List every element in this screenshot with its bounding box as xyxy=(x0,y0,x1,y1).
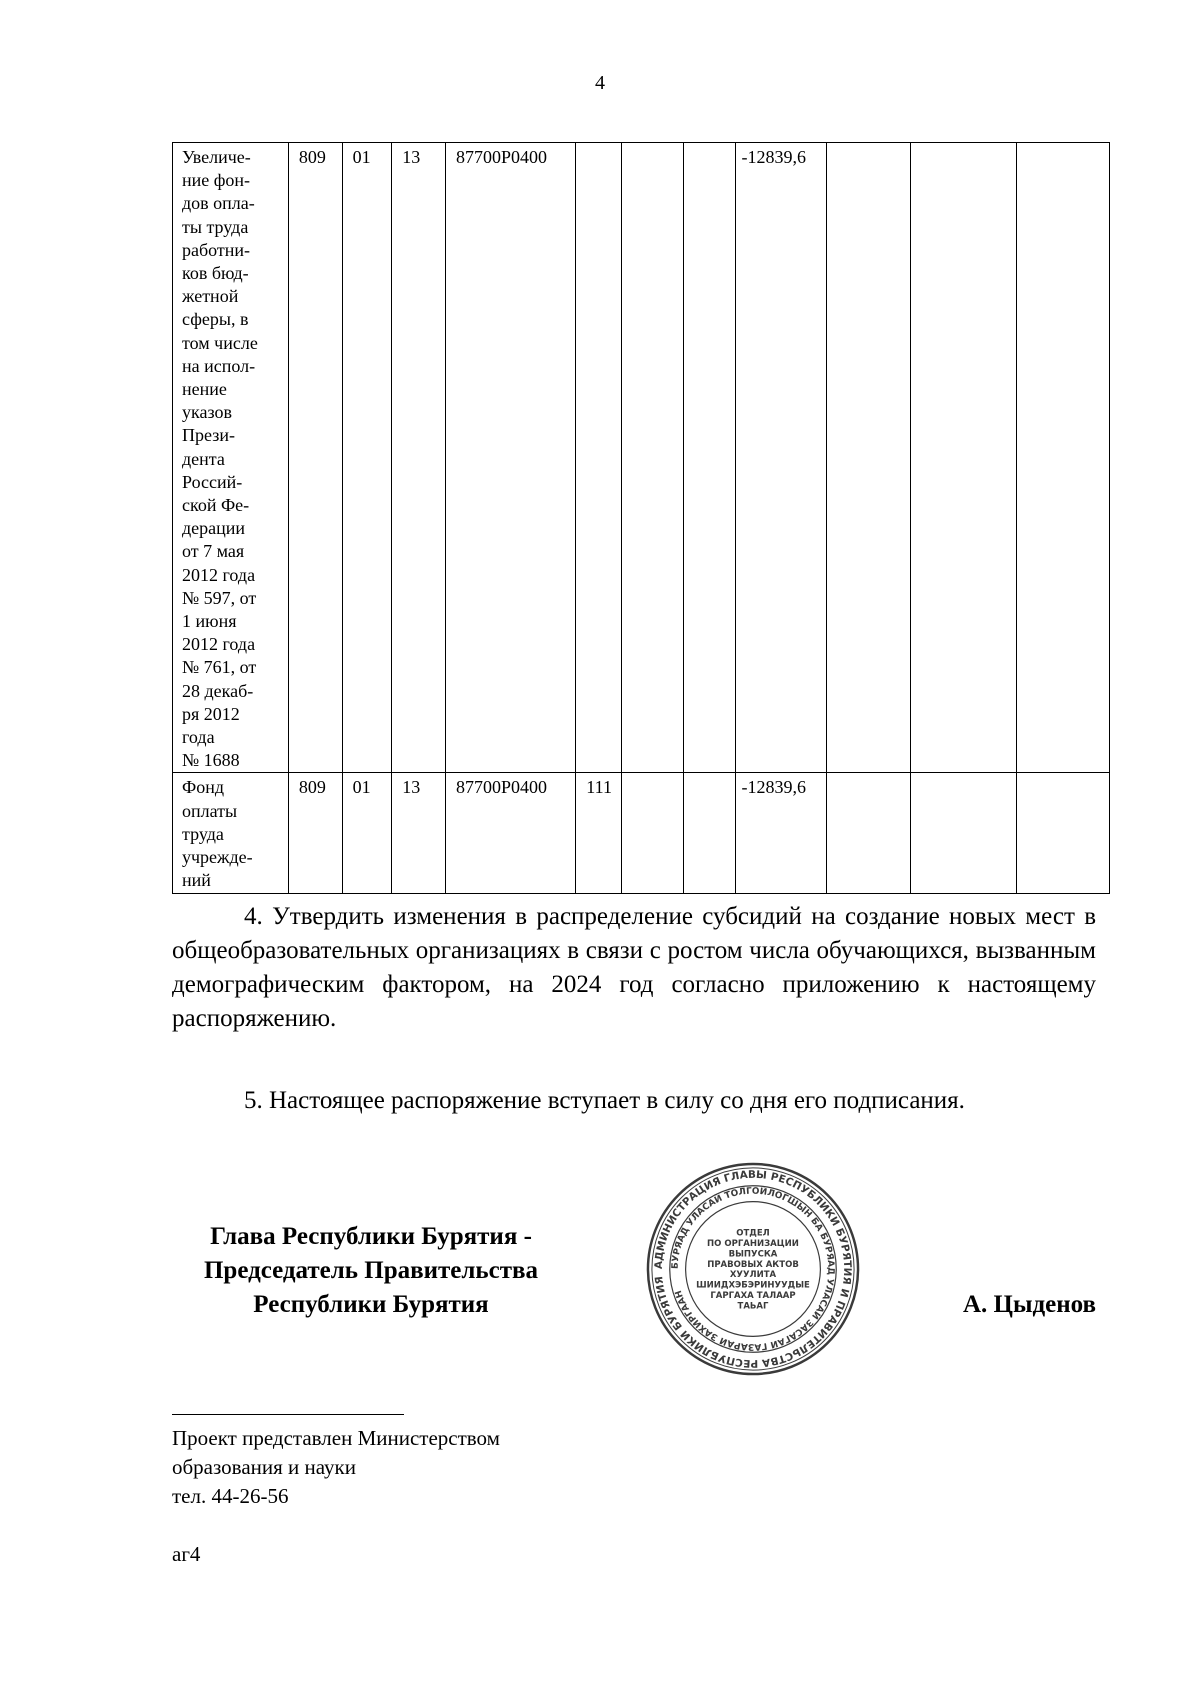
budget-table xyxy=(172,142,1110,894)
stamp-center-line: ТАЬАГ xyxy=(737,1301,769,1312)
table-cell-name-line: № 761, от xyxy=(182,657,257,678)
table-cell-name-line: том числе xyxy=(182,332,258,353)
stamp-center-line: ХУУЛИТА xyxy=(729,1270,777,1281)
table-cell-name-line: от 7 мая xyxy=(182,541,245,562)
table-row xyxy=(173,773,1110,893)
table-cell: 111 xyxy=(576,773,622,893)
stamp-center-line: ПРАВОВЫХ АКТОВ xyxy=(707,1259,799,1270)
table-cell-name-line: труда xyxy=(182,823,224,844)
footnote xyxy=(172,1424,500,1511)
table-cell-name-line: учрежде- xyxy=(182,847,253,868)
table-cell-name-line: Фонд xyxy=(182,777,225,798)
footnote-line: тел. 44-26-56 xyxy=(172,1484,289,1508)
table-cell: 13 xyxy=(392,773,446,893)
table-cell-name-line: ний xyxy=(182,870,211,891)
table-cell xyxy=(1016,773,1109,893)
table-cell xyxy=(911,773,1016,893)
table-cell-name-line: работни- xyxy=(182,239,251,260)
signatory-title-line: Глава Республики Бурятия - xyxy=(210,1223,532,1250)
table-cell xyxy=(683,143,735,773)
table-cell-name-line: № 1688 xyxy=(182,750,240,771)
table-cell: 01 xyxy=(342,143,392,773)
table-cell xyxy=(683,773,735,893)
table-cell xyxy=(911,143,1016,773)
stamp-center-line: ОТДЕЛ xyxy=(736,1228,770,1239)
table-cell-name-line: дерации xyxy=(182,518,246,539)
signatory-title-line: Председатель Правительства xyxy=(203,1257,539,1284)
table-cell-name-line: оплаты xyxy=(182,800,238,821)
table-cell-name-line: жетной xyxy=(182,286,239,307)
table-cell: 809 xyxy=(288,143,342,773)
table-cell xyxy=(826,143,911,773)
signatory-name: А. Цыденов xyxy=(962,1291,1096,1318)
table-cell-name-line: № 597, от xyxy=(182,587,257,608)
table-cell-name-line: дента xyxy=(182,448,225,469)
table-cell-name-line: 28 декаб- xyxy=(182,680,254,701)
table-cell-name xyxy=(173,773,289,893)
table-cell-name-line: дов опла- xyxy=(182,193,255,214)
table-cell-name-line: ков бюд- xyxy=(182,263,249,284)
table-cell: 01 xyxy=(342,773,392,893)
table-cell-name-line: 1 июня xyxy=(182,611,237,632)
footnote-line: Проект представлен Министерством xyxy=(172,1426,500,1450)
footnote-divider xyxy=(172,1414,404,1415)
table-cell-name-line: Россий- xyxy=(182,471,243,492)
table-cell: -12839,6 xyxy=(735,143,826,773)
paragraph-4: 4. Утвердить изменения в распределение субсидий на создание новых мест в общеобразовательных организациях в связи с ростом числа обучающихся, вызванным демографическим фактором, на 2024 год согласно приложению к настоящему распоряжению. xyxy=(172,903,1096,1032)
stamp-center-line: ГАРГАХА ТАЛААР xyxy=(710,1290,796,1301)
table-cell: 809 xyxy=(288,773,342,893)
signatory-title xyxy=(168,1220,574,1322)
table-cell xyxy=(826,773,911,893)
table-cell xyxy=(1016,143,1109,773)
table-cell-name-line: 2012 года xyxy=(182,564,256,585)
table-cell-name-line: нение xyxy=(182,379,227,400)
footnote-line: образования и науки xyxy=(172,1455,356,1479)
table-cell-name-line: года xyxy=(182,727,215,748)
table-cell-name-line: ской Фе- xyxy=(182,495,250,516)
table-row xyxy=(173,143,1110,773)
table-cell-name-line: ты труда xyxy=(182,216,249,237)
table-cell-name-line: указов xyxy=(182,402,232,423)
paragraph-5: 5. Настоящее распоряжение вступает в силу со дня его подписания. xyxy=(244,1087,965,1114)
table-cell-name-line: сферы, в xyxy=(182,309,249,330)
table-cell-name-line: на испол- xyxy=(182,355,256,376)
table-cell: 87700Р0400 xyxy=(446,773,576,893)
table-cell-name-line: Прези- xyxy=(182,425,235,446)
table-cell-name-line: ние фон- xyxy=(182,170,251,191)
stamp-center-line: ВЫПУСКА xyxy=(728,1249,778,1260)
table-cell xyxy=(576,143,622,773)
stamp-center-line: ШИИДХЭБЭРИНУУДЫЕ xyxy=(696,1280,810,1291)
table-cell-name-line: 2012 года xyxy=(182,634,256,655)
table-cell xyxy=(621,773,683,893)
table-cell: 87700Р0400 xyxy=(446,143,576,773)
signatory-title-line: Республики Бурятия xyxy=(253,1291,489,1318)
page-number: 4 xyxy=(595,72,605,94)
svg-text:АДМИНИСТРАЦИЯ ГЛАВЫ РЕСПУБЛИКИ: АДМИНИСТРАЦИЯ ГЛАВЫ РЕСПУБЛИКИ БУРЯТИЯ И ПРАВИТЕЛЬСТВА РЕСПУБЛИКИ БУРЯТИЯ xyxy=(652,1168,854,1370)
table-cell-name-line: ря 2012 xyxy=(182,703,240,724)
table-cell xyxy=(621,143,683,773)
table-cell: 13 xyxy=(392,143,446,773)
stamp-center-line: ПО ОРГАНИЗАЦИИ xyxy=(707,1238,799,1249)
table-cell: -12839,6 xyxy=(735,773,826,893)
document-code: аг4 xyxy=(172,1542,201,1566)
budget-table-body xyxy=(173,143,1110,894)
table-cell-name-line: Увеличе- xyxy=(182,147,251,167)
svg-text:БУРЯАД УЛАСАЙ ТОЛГОЙЛОГШЫН БА: БУРЯАД УЛАСАЙ ТОЛГОЙЛОГШЫН БА БУРЯАД УЛАСАЙ ЗАСАГАЙ ГАЗАРАЙ ЗАХИРГААН xyxy=(670,1186,836,1352)
official-seal-stamp xyxy=(644,1160,862,1378)
table-cell-name xyxy=(173,143,289,773)
